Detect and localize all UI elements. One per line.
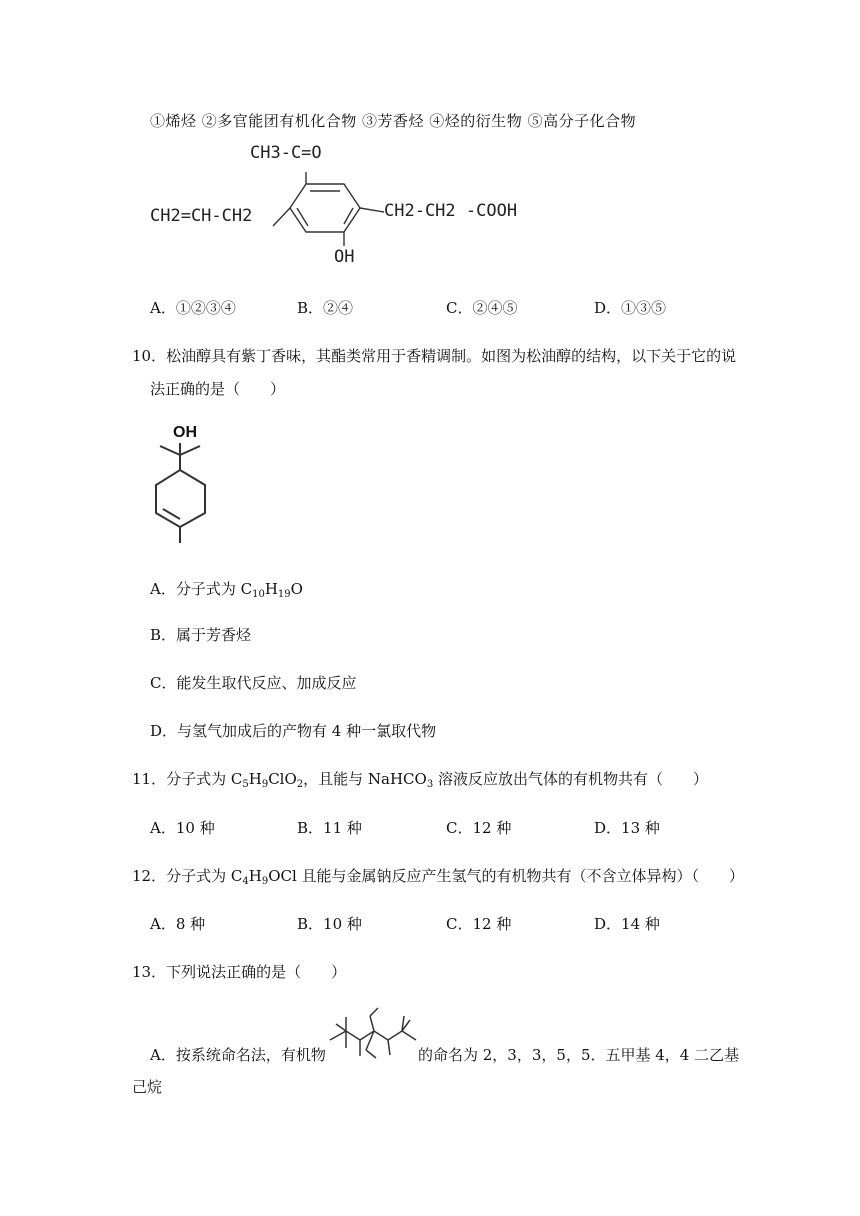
q10-oh-label: OH <box>173 424 197 441</box>
q10-stem-line2: 法正确的是（ ） <box>150 380 286 398</box>
q9-option-a: A．①②③④ <box>150 299 236 317</box>
q13-option-a-line2: 己烷 <box>132 1078 163 1096</box>
q11-option-c: C．12 种 <box>446 819 512 837</box>
q9-option-c: C．②④⑤ <box>446 299 518 317</box>
q11-stem: 11．分子式为 $C_5H_9ClO_2$，且能与 NaHCO$_3$ 溶液反应放出气体的有机物共有（ ） <box>132 770 708 790</box>
q12-option-b: B．10 种 <box>297 915 362 933</box>
q13-stem: 13．下列说法正确的是（ ） <box>132 963 347 981</box>
q9-right-group: CH2-CH2 -COOH <box>384 201 518 221</box>
q10-stem-line1: 10．松油醇具有紫丁香味，其酯类常用于香精调制。如图为松油醇的结构，以下关于它的说 <box>132 347 737 365</box>
q9-option-d: D．①③⑤ <box>594 299 667 317</box>
q12-option-a: A．8 种 <box>150 915 206 933</box>
q10-option-d: D．与氢气加成后的产物有 4 种一氯取代物 <box>150 722 437 740</box>
q12-option-c: C．12 种 <box>446 915 512 933</box>
q10-option-c: C．能发生取代反应、加成反应 <box>150 674 357 692</box>
q12-option-d: D．14 种 <box>594 915 660 933</box>
q10-option-a: A．分子式为 $C_{10}H_{19}O$ <box>150 580 303 600</box>
q9-classes: ①烯烃 ②多官能团有机化合物 ③芳香烃 ④烃的衍生物 ⑤高分子化合物 <box>150 112 637 130</box>
q11-option-d: D．13 种 <box>594 819 660 837</box>
q12-stem: 12．分子式为 $C_4H_9OCl$ 且能与金属钠反应产生氢气的有机物共有（不含立体异构）（ ） <box>132 867 745 887</box>
q9-top-group: CH3-C=O <box>250 143 322 163</box>
q11-option-a: A．10 种 <box>150 819 215 837</box>
q11-option-b: B．11 种 <box>297 819 362 837</box>
q10-option-b: B．属于芳香烃 <box>150 626 252 644</box>
q9-left-group: CH2=CH-CH2 <box>150 206 253 226</box>
q13-option-a-part1: A．按系统命名法，有机物 <box>150 1046 326 1064</box>
q9-option-b: B．②④ <box>297 299 354 317</box>
q13-option-a-part2: 的命名为 2，3，3，5，5．五甲基 4，4 二乙基 <box>418 1046 740 1064</box>
q9-bottom-group: OH <box>334 247 355 267</box>
